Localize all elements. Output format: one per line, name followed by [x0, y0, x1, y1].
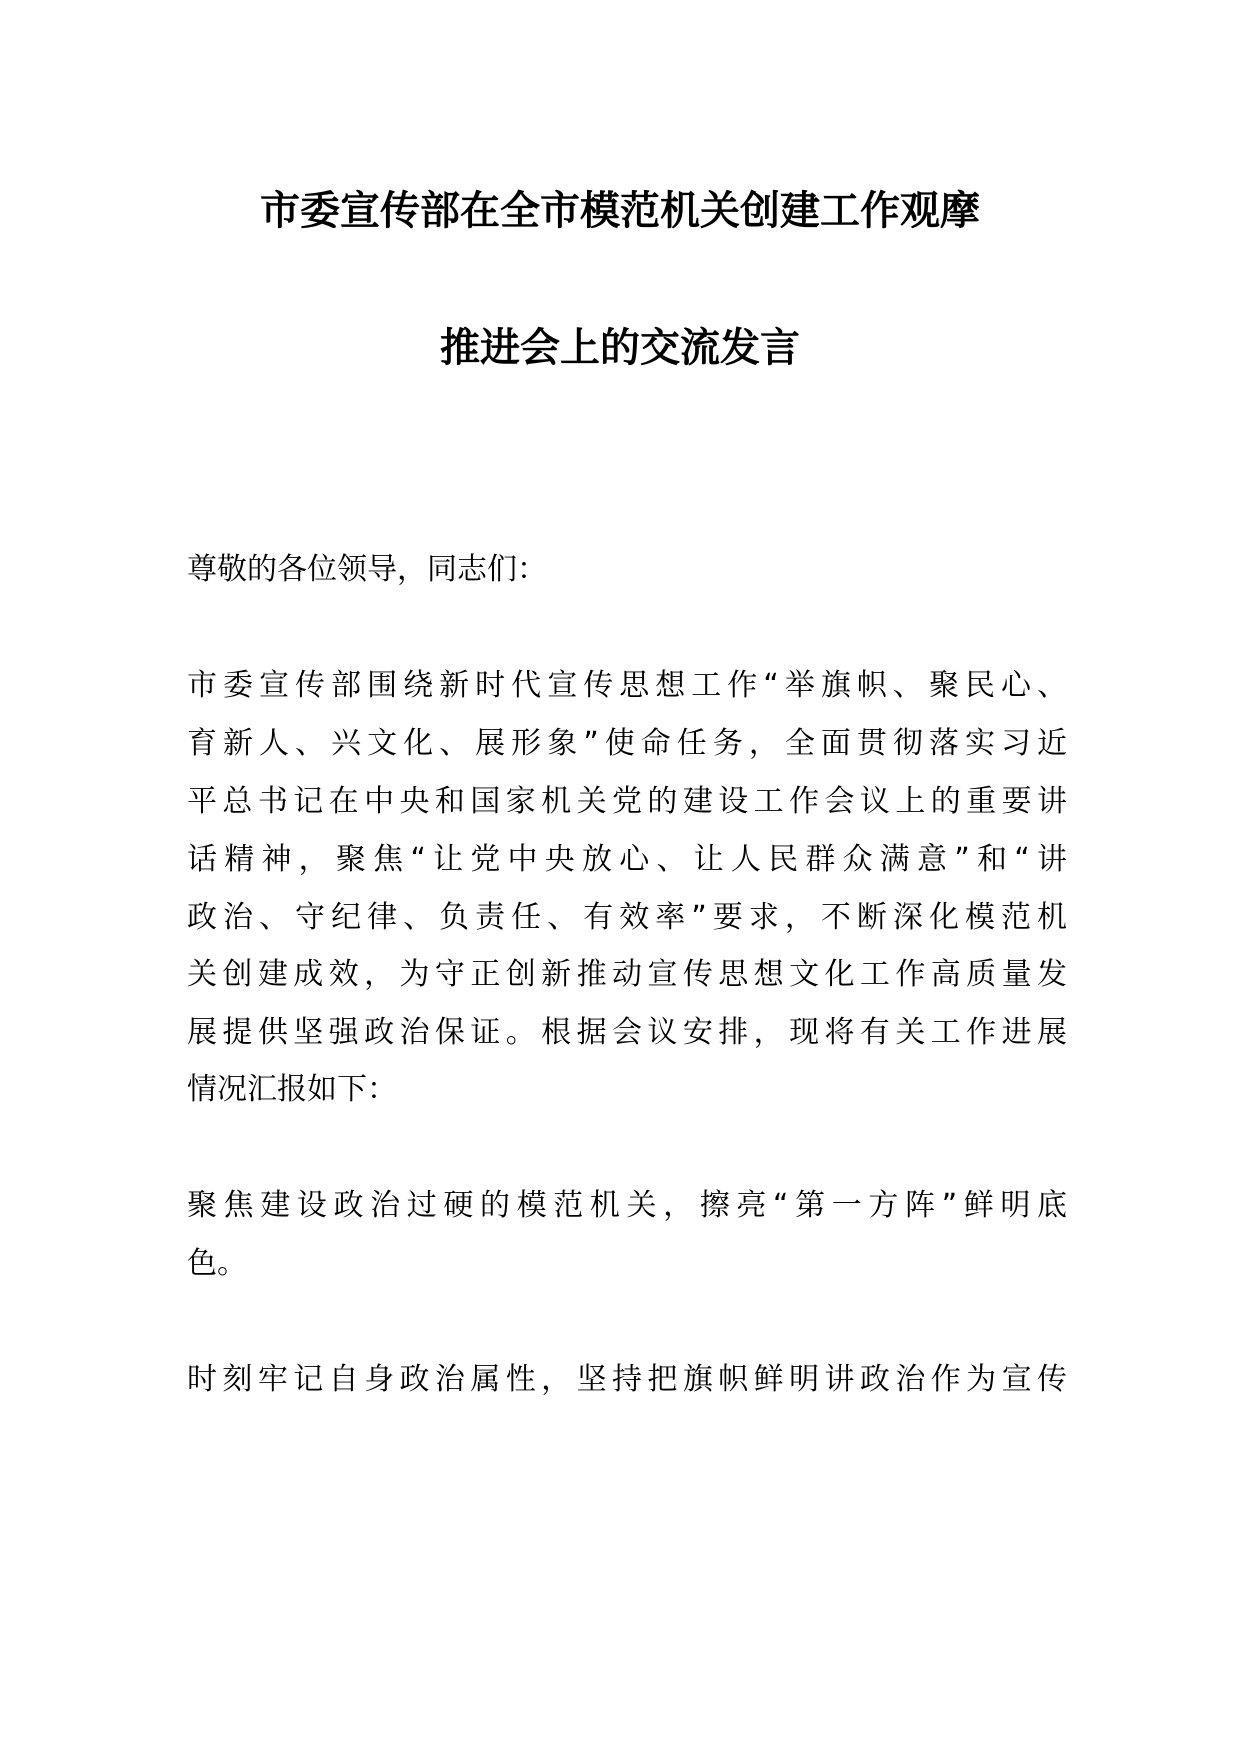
- document-title-line-2: 推进会上的交流发言: [440, 325, 800, 371]
- paragraph-line: 关创建成效，为守正创新推动宣传思想文化工作高质量发: [187, 957, 1067, 992]
- paragraph-line: 情况汇报如下：: [187, 1072, 397, 1107]
- paragraph-line: 话精神，聚焦“让党中央放心、让人民群众满意”和“讲: [187, 842, 1067, 877]
- greeting: 尊敬的各位领导，同志们：: [187, 552, 547, 587]
- paragraph-line: 展提供坚强政治保证。根据会议安排，现将有关工作进展: [187, 1015, 1067, 1050]
- heading-line: 聚焦建设政治过硬的模范机关，擦亮“第一方阵”鲜明底: [187, 1188, 1067, 1223]
- paragraph-line: 时刻牢记自身政治属性，坚持把旗帜鲜明讲政治作为宣传: [187, 1362, 1067, 1397]
- paragraph-line: 市委宣传部围绕新时代宣传思想工作“举旗帜、聚民心、: [187, 668, 1067, 703]
- document-title-line-1: 市委宣传部在全市模范机关创建工作观摩: [260, 188, 980, 234]
- heading-line: 色。: [187, 1246, 247, 1281]
- paragraph-line: 政治、守纪律、负责任、有效率”要求，不断深化模范机: [187, 900, 1067, 935]
- paragraph-line: 平总书记在中央和国家机关党的建设工作会议上的重要讲: [187, 784, 1067, 819]
- paragraph-line: 育新人、兴文化、展形象”使命任务，全面贯彻落实习近: [187, 726, 1067, 761]
